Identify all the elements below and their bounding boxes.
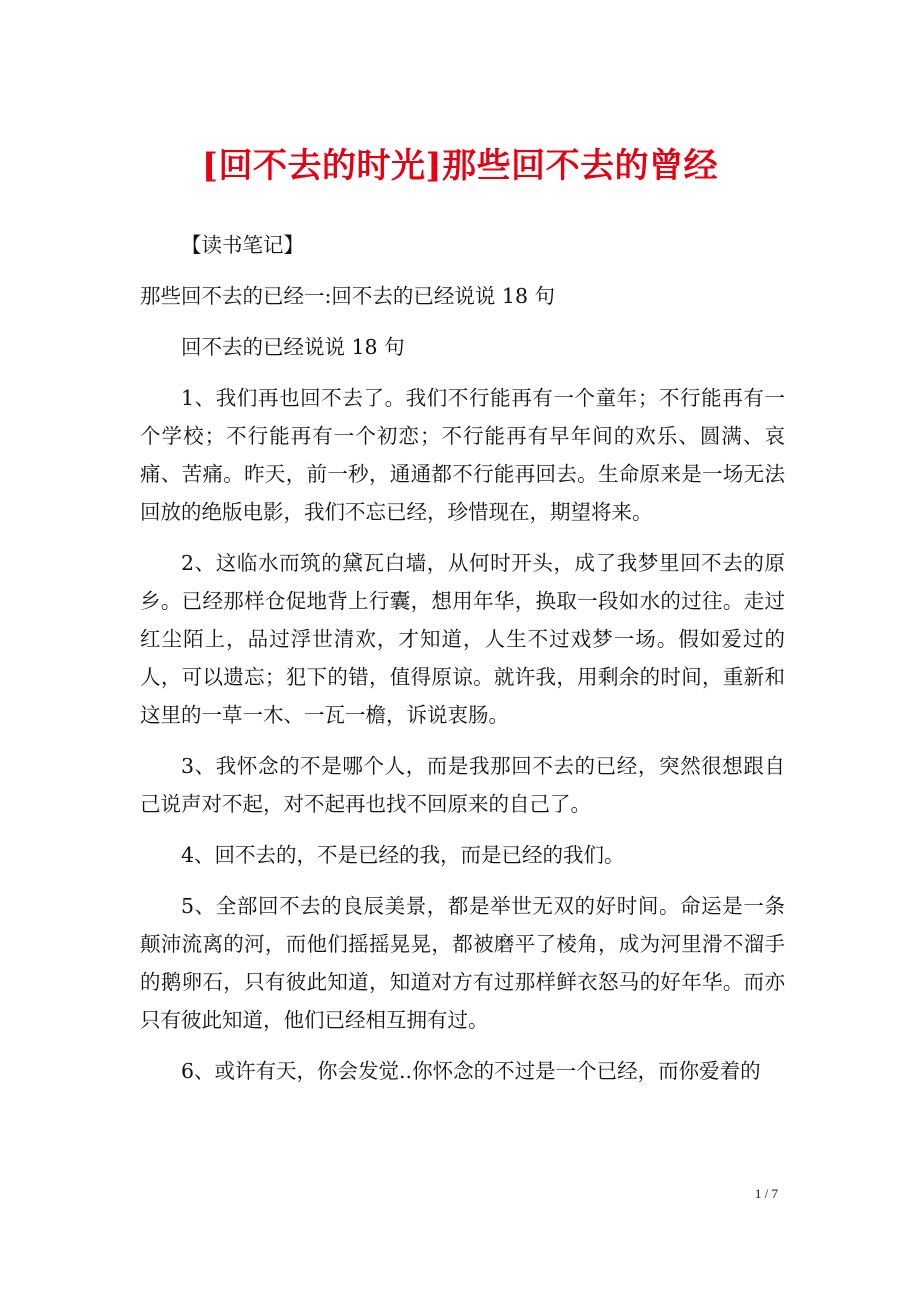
paragraph-4: 4、回不去的，不是已经的我，而是已经的我们。 (181, 843, 625, 867)
document-subtitle: 那些回不去的已经一:回不去的已经说说 18 句 (140, 284, 556, 308)
paragraph-2: 2、这临水而筑的黛瓦白墙，从何时开头，成了我梦里回不去的原乡。已经那样仓促地背上行囊，想用年华，换取一段如水的过往。走过红尘陌上，品过浮世清欢，才知道，人生不过戏梦一场。假如爱过的人，可以遗忘；犯下的错，值得原谅。就许我，用剩余的时间，重新和这里的一草一木、一瓦一檐，诉说衷肠。 (140, 551, 785, 727)
paragraph-5: 5、全部回不去的良辰美景，都是举世无双的好时间。命运是一条颠沛流离的河，而他们摇摇晃晃，都被磨平了棱角，成为河里滑不溜手的鹅卵石，只有彼此知道，知道对方有过那样鲜衣怒马的好年华。而亦只有彼此知道，他们已经相互拥有过。 (140, 894, 785, 1032)
section-heading: 回不去的已经说说 18 句 (181, 335, 405, 359)
document-body (140, 226, 785, 1103)
document-title: [回不去的时光]那些回不去的曾经 (201, 146, 719, 186)
paragraph-6: 6、或许有天，你会发觉..你怀念的不过是一个已经，而你爱着的 (181, 1059, 761, 1083)
category-label: 【读书笔记】 (181, 233, 304, 257)
paragraph-3: 3、我怀念的不是哪个人，而是我那回不去的已经，突然很想跟自己说声对不起，对不起再也找不回原来的自己了。 (140, 754, 785, 816)
page-number: 1 / 7 (754, 1186, 778, 1201)
paragraph-1: 1、我们再也回不去了。我们不行能再有一个童年；不行能再有一个学校；不行能再有一个初恋；不行能再有早年间的欢乐、圆满、哀痛、苦痛。昨天，前一秒，通通都不行能再回去。生命原来是一场无法回放的绝版电影，我们不忘已经，珍惜现在，期望将来。 (140, 386, 785, 524)
